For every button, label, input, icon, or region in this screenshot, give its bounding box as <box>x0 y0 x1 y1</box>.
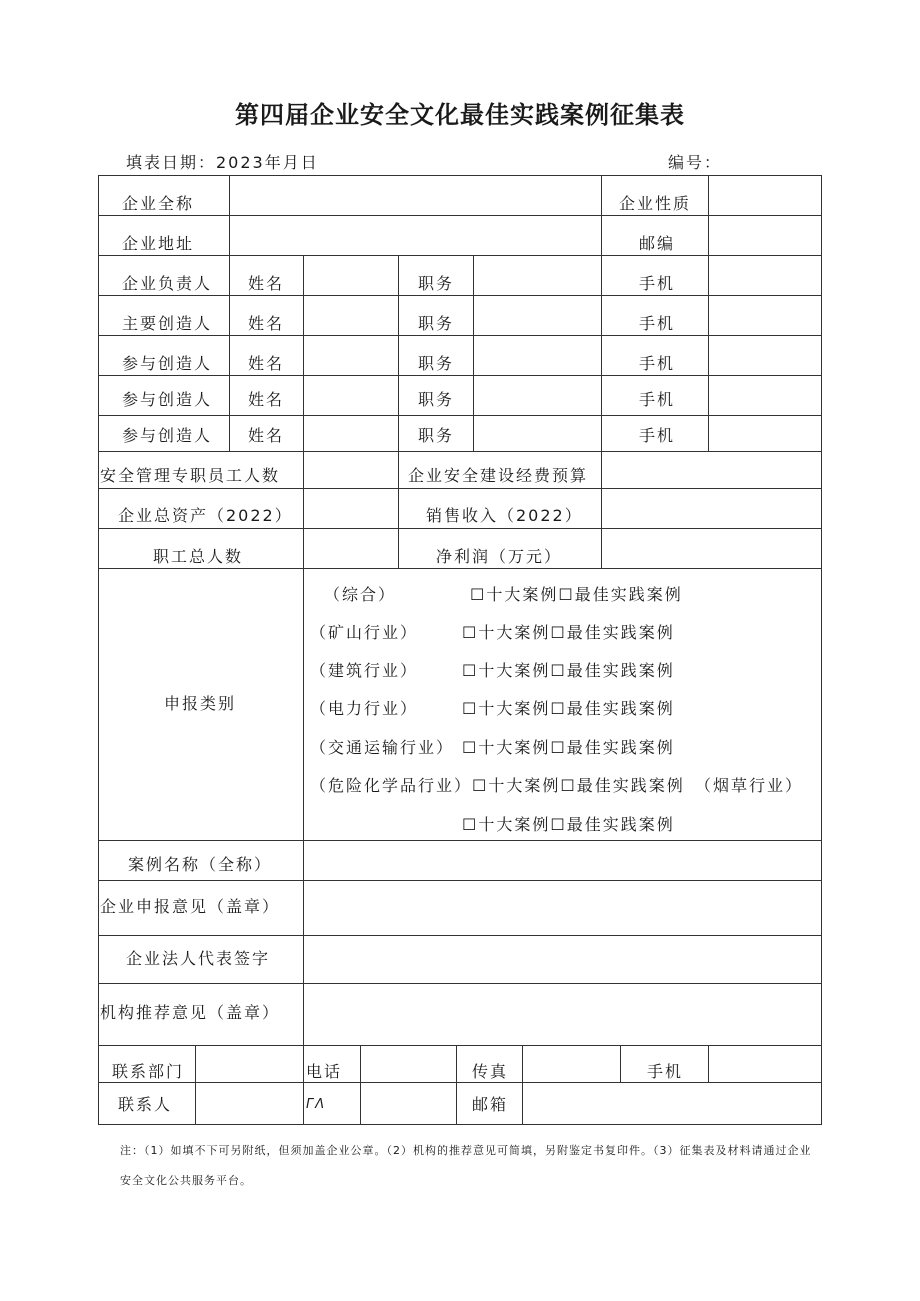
label-contact-qq: ΓΛ <box>306 1097 327 1112</box>
category-construction: （建筑行业） <box>310 661 419 680</box>
label-agency-opinion: 机构推荐意见（盖章） <box>100 1003 281 1022</box>
category-general-options[interactable]: ☐十大案例☐最佳实践案例 <box>470 585 683 604</box>
category-hazardous-chemicals-options[interactable]: ☐十大案例☐最佳实践案例 <box>472 776 685 795</box>
label-total-employees: 职工总人数 <box>153 547 244 566</box>
label-contact-email: 邮箱 <box>472 1095 509 1114</box>
category-transport: （交通运输行业） <box>310 738 455 757</box>
label-company-opinion: 企业申报意见（盖章） <box>100 897 281 916</box>
label-total-assets: 企业总资产（2022） <box>118 506 293 525</box>
label-safety-staff: 安全管理专职员工人数 <box>100 466 281 485</box>
label-leader-mobile: 手机 <box>639 274 676 293</box>
label-leader-name: 姓名 <box>248 274 285 293</box>
category-mining: （矿山行业） <box>310 623 419 642</box>
label-leader: 企业负责人 <box>122 274 213 293</box>
footnote: 注：（1）如填不下可另附纸，但须加盖企业公章。（2）机构的推荐意见可简填，另附鉴定书复印件。（3）征集表及材料请通过企业安全文化公共服务平台。 <box>120 1144 812 1187</box>
page-title: 第四届企业安全文化最佳实践案例征集表 <box>235 101 685 129</box>
label-participant-1: 参与创造人 <box>122 354 213 373</box>
label-participant-2: 参与创造人 <box>122 390 213 409</box>
label-leader-position: 职务 <box>418 274 455 293</box>
label-participant-3: 参与创造人 <box>122 426 213 445</box>
category-tobacco: （烟草行业） <box>695 776 804 795</box>
application-form-table <box>98 175 822 1125</box>
category-construction-options[interactable]: ☐十大案例☐最佳实践案例 <box>462 661 675 680</box>
label-contact-phone: 电话 <box>306 1062 343 1081</box>
label-contact-person: 联系人 <box>118 1095 173 1114</box>
label-legal-rep-signature: 企业法人代表签字 <box>126 949 271 968</box>
label-postcode: 邮编 <box>639 234 676 253</box>
label-participant-2-name: 姓名 <box>248 390 285 409</box>
label-participant-1-name: 姓名 <box>248 354 285 373</box>
label-safety-budget: 企业安全建设经费预算 <box>408 466 589 485</box>
category-hazardous-chemicals: （危险化学品行业） <box>310 776 473 795</box>
fill-date: 填表日期：2023年月日 <box>126 153 319 172</box>
label-company-address: 企业地址 <box>122 234 195 253</box>
category-power-options[interactable]: ☐十大案例☐最佳实践案例 <box>462 699 675 718</box>
category-mining-options[interactable]: ☐十大案例☐最佳实践案例 <box>462 623 675 642</box>
label-company-name: 企业全称 <box>122 194 195 213</box>
label-case-name: 案例名称（全称） <box>128 855 273 874</box>
label-main-creator-mobile: 手机 <box>639 314 676 333</box>
label-net-profit: 净利润（万元） <box>436 547 563 566</box>
label-participant-3-position: 职务 <box>418 426 455 445</box>
label-main-creator-position: 职务 <box>418 314 455 333</box>
serial-number: 编号： <box>668 153 723 172</box>
label-category: 申报类别 <box>164 694 237 713</box>
label-contact-dept: 联系部门 <box>112 1062 185 1081</box>
label-contact-mobile: 手机 <box>647 1062 684 1081</box>
label-participant-1-position: 职务 <box>418 354 455 373</box>
label-participant-3-mobile: 手机 <box>639 426 676 445</box>
label-participant-3-name: 姓名 <box>248 426 285 445</box>
label-sales: 销售收入（2022） <box>426 506 583 525</box>
category-transport-options[interactable]: ☐十大案例☐最佳实践案例 <box>462 738 675 757</box>
label-participant-1-mobile: 手机 <box>639 354 676 373</box>
label-main-creator: 主要创造人 <box>122 314 213 333</box>
label-participant-2-position: 职务 <box>418 390 455 409</box>
label-participant-2-mobile: 手机 <box>639 390 676 409</box>
label-main-creator-name: 姓名 <box>248 314 285 333</box>
label-contact-fax: 传真 <box>472 1062 509 1081</box>
category-power: （电力行业） <box>310 699 419 718</box>
label-company-nature: 企业性质 <box>619 194 692 213</box>
category-tobacco-options[interactable]: ☐十大案例☐最佳实践案例 <box>462 815 675 834</box>
category-general: （综合） <box>324 585 397 604</box>
